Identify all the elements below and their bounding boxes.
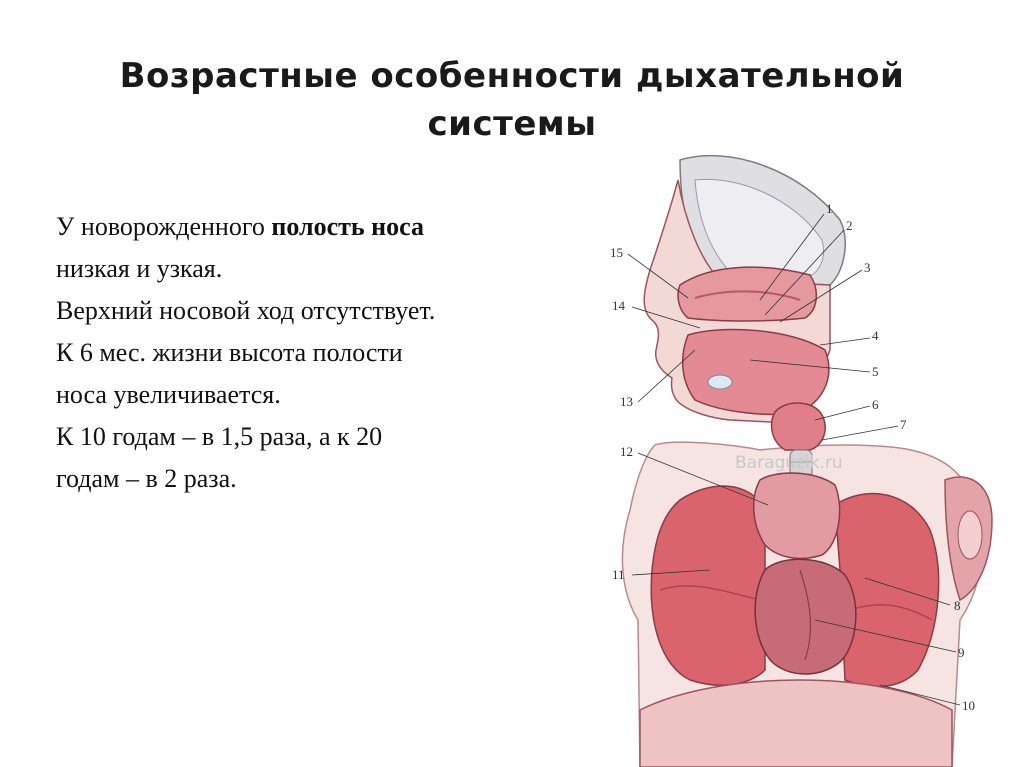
title-line-2: системы — [427, 104, 597, 144]
label-15: 15 — [610, 245, 623, 260]
label-3: 3 — [864, 260, 871, 275]
label-10: 10 — [962, 698, 975, 713]
label-2: 2 — [846, 218, 853, 233]
slide-title — [40, 52, 984, 148]
shoulder-joint — [958, 511, 982, 559]
respiratory-anatomy-figure — [600, 150, 1000, 767]
slide-body-text — [56, 206, 576, 500]
title-line-1: Возрастные особенности дыхательной — [119, 56, 905, 96]
body-line-1-text: У новорожденного — [56, 212, 272, 241]
body-line-1-bold: полость носа — [271, 212, 424, 241]
label-1: 1 — [826, 201, 833, 216]
label-13: 13 — [620, 394, 633, 409]
larynx — [772, 403, 826, 450]
body-line-3: Верхний носовой ход отсутствует. — [56, 296, 436, 325]
label-4: 4 — [872, 328, 879, 343]
thymus — [754, 473, 840, 558]
label-9: 9 — [958, 645, 965, 660]
body-line-6: К 10 годам – в 1,5 раза, а к 20 — [56, 422, 383, 451]
body-line-2: низкая и узкая. — [56, 254, 223, 283]
right-lung — [651, 486, 765, 685]
label-8: 8 — [954, 598, 961, 613]
anatomy-illustration — [600, 150, 1000, 767]
body-line-5: носа увеличивается. — [56, 380, 281, 409]
watermark: Baraguzik.ru — [735, 453, 843, 473]
body-line-4: К 6 мес. жизни высота полости — [56, 338, 403, 367]
label-12: 12 — [620, 444, 633, 459]
label-7: 7 — [900, 417, 907, 432]
label-6: 6 — [872, 397, 879, 412]
label-11: 11 — [612, 567, 625, 582]
label-5: 5 — [872, 364, 879, 379]
body-line-7: годам – в 2 раза. — [56, 464, 237, 493]
oral-structure — [708, 375, 732, 389]
nasal-cavity — [678, 267, 816, 321]
label-14: 14 — [612, 298, 625, 313]
leader-6 — [815, 406, 870, 420]
tongue — [683, 330, 829, 415]
diaphragm — [640, 680, 952, 767]
body-line-1 — [56, 206, 576, 248]
leader-7 — [822, 426, 898, 440]
